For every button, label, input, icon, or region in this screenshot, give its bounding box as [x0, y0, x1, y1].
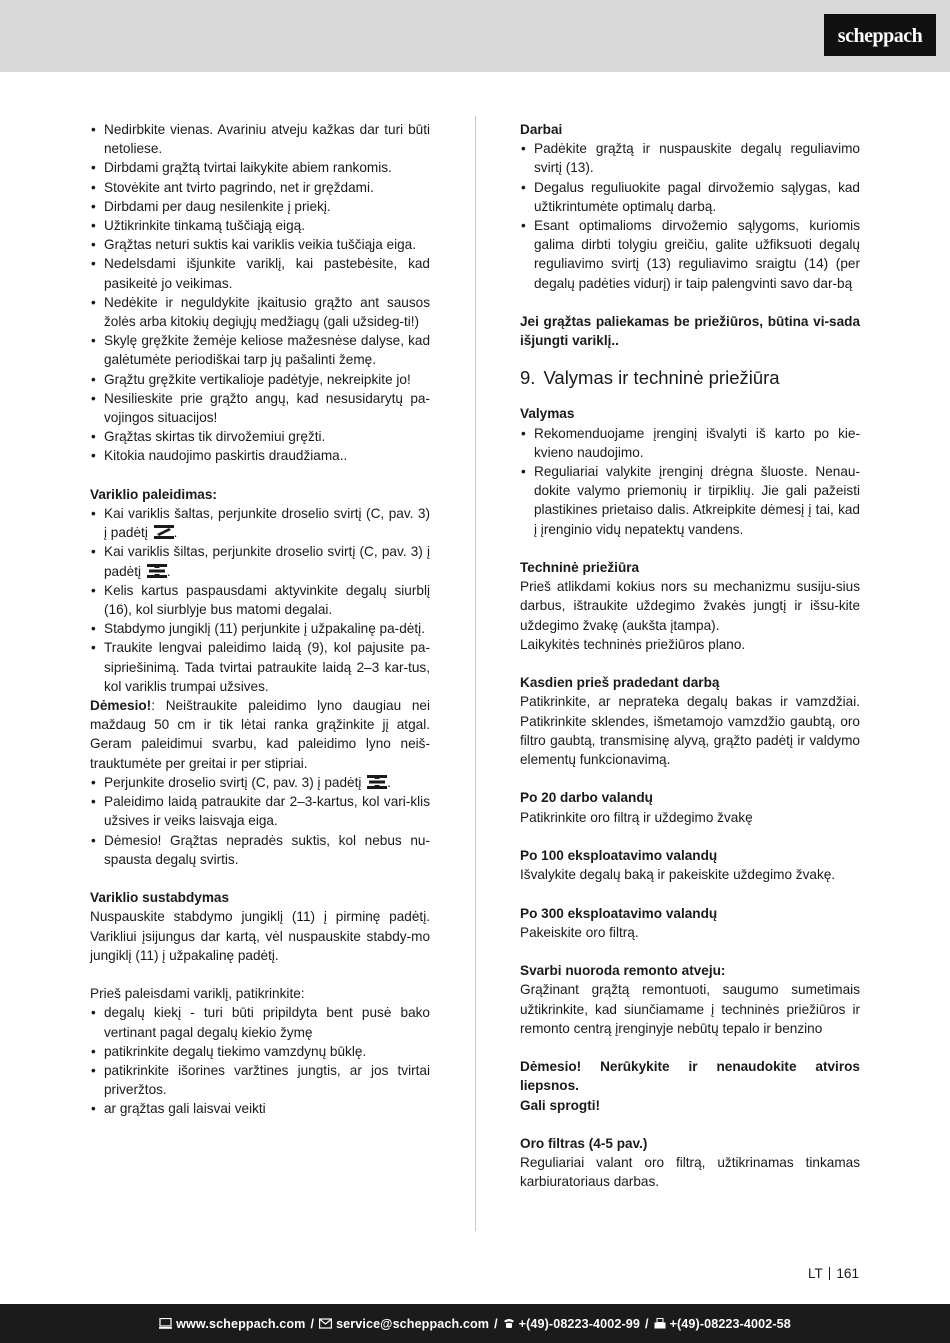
- cleaning-list: [520, 424, 860, 539]
- work-heading: Darbai: [520, 122, 563, 137]
- list-item: • Stovėkite ant tvirto pagrindo, net ir gręždami.: [90, 178, 430, 197]
- list-item: • Reguliariai valykite įrenginį drėgna šluoste. Nenau-dokite valymo priemonių ir tirpiklių. Jie gali pažeisti plastikines prietaiso dalis. Atkreipkite dėmesį į tai, kad į įrenginio vidų nepatektų vandens.: [520, 462, 860, 539]
- footer-website[interactable]: www.scheppach.com: [176, 1316, 306, 1331]
- list-item: • Dirbdami grąžtą tvirtai laikykite abiem rankomis.: [90, 158, 430, 177]
- h20-text: Patikrinkite oro filtrą ir uždegimo žvakę: [520, 809, 753, 825]
- safety-list: [90, 120, 430, 466]
- list-item: • Grąžtas neturi suktis kai variklis veikia tuščiąja eiga.: [90, 235, 430, 254]
- left-column: [90, 120, 430, 1119]
- brand-logo: [824, 14, 936, 56]
- list-item: • Paleidimo laidą patraukite dar 2–3-kartus, kol vari-klis užsives ir veiks laisvąja eiga.: [90, 792, 430, 830]
- choke-open-icon: [367, 775, 387, 789]
- phone-icon: [503, 1318, 515, 1329]
- list-item: • Kelis kartus paspausdami aktyvinkite degalų siurblį (16), kol siurblyje bus matomi degalai.: [90, 581, 430, 619]
- list-item: • Dirbdami per daug nesilenkite į priekį.: [90, 197, 430, 216]
- mail-icon: [319, 1318, 332, 1329]
- start-heading: Variklio paleidimas:: [90, 486, 217, 502]
- work-list: [520, 139, 860, 293]
- footer-phone[interactable]: +(49)-08223-4002-99: [518, 1316, 640, 1331]
- footer-email[interactable]: service@scheppach.com: [336, 1316, 490, 1331]
- list-item: • Grąžtas skirtas tik dirvožemiui gręžti.: [90, 427, 430, 446]
- daily-heading: Kasdien prieš pradedant darbą: [520, 675, 720, 691]
- header-band: [0, 0, 950, 72]
- explosion-warning: Gali sprogti!: [520, 1097, 601, 1113]
- list-item: • patikrinkite degalų tiekimo vamzdynų būklę.: [90, 1042, 430, 1061]
- cleaning-heading: Valymas: [520, 406, 575, 422]
- list-item: • degalų kiekį - turi būti pripildyta bent pusė bako vertinant pagal degalų kiekio žymę: [90, 1003, 430, 1041]
- stop-heading: Variklio sustabdymas: [90, 890, 230, 906]
- fire-warning: Dėmesio! Nerūkykite ir nenaudokite atviros liepsnos.: [520, 1059, 860, 1094]
- page-lang: LT: [808, 1266, 823, 1281]
- list-item: • Rekomenduojame įrenginį išvalyti iš karto po kie-kvieno naudojimo.: [520, 424, 860, 462]
- fax-icon: [654, 1318, 666, 1329]
- work-warning: Jei grąžtas paliekamas be priežiūros, būtina vi-sada išjungti variklį..: [520, 314, 860, 349]
- stop-text: Nuspauskite stabdymo jungiklį (11) į pirminę padėtį. Varikliui įsijungus dar kartą, vėl nuspauskite stabdy-mo jungiklį (11) į užpakalinę padėtį.: [90, 909, 430, 963]
- start-list-2: [90, 773, 430, 869]
- h100-heading: Po 100 eksploatavimo valandų: [520, 848, 718, 864]
- choke-closed-icon: [154, 525, 174, 539]
- page-number-value: 161: [836, 1266, 860, 1281]
- h300-heading: Po 300 eksploatavimo valandų: [520, 905, 718, 921]
- choke-open-icon: [147, 564, 167, 578]
- list-item: • Esant optimalioms dirvožemio sąlygoms, kuriomis galima dirbti tolygiu greičiu, galite užfiksuoti degalų reguliavimo svirtį (13) reguliavimo sraigtu (14) (per degalų padėties vidurį) ir taip palengvinti savo dar-bą: [520, 216, 860, 293]
- list-item: • Degalus reguliuokite pagal dirvožemio sąlygas, kad užtikrintumėte optimalų darbą.: [520, 178, 860, 216]
- maintenance-text: Prieš atlikdami kokius nors su mechanizmu susiju-sius darbus, ištraukite uždegimo žvakės jungtį ir išsu-kite uždegimo žvakę (aukšta įtampa).: [520, 579, 860, 633]
- start-list: [90, 504, 430, 696]
- list-item: • Nedirbkite vienas. Avariniu atveju kažkas dar turi būti netoliese.: [90, 120, 430, 158]
- list-item: • Kai variklis šiltas, perjunkite droselio svirtį (C, pav. 3) į padėtį .: [90, 542, 430, 580]
- footer-bar: www.scheppach.com / service@scheppach.com / +(49)-08223-4002-99 / +(49)-08223-4002-58: [0, 1304, 950, 1343]
- attention-paragraph: Dėmesio!: Neištraukite paleidimo lyno daugiau nei maždaug 50 cm ir tik lėtai ranka grąžinkite jį atgal. Geram paleidimui svarbu, kad paleidimo lyno neiš-trauktumėte per greitai ir per stipriai.: [90, 698, 430, 771]
- repair-heading: Svarbi nuoroda remonto atveju:: [520, 963, 726, 979]
- maintenance-heading: Techninė priežiūra: [520, 560, 640, 576]
- h20-heading: Po 20 darbo valandų: [520, 790, 653, 806]
- list-item: • Skylę gręžkite žemėje keliose mažesnėse dalyse, kad galėtumėte periodiškai tarp jų pašalinti žemę.: [90, 331, 430, 369]
- right-column: [520, 120, 860, 1192]
- list-item: • Padėkite grąžtą ir nuspauskite degalų reguliavimo svirtį (13).: [520, 139, 860, 177]
- air-filter-heading: Oro filtras (4-5 pav.): [520, 1136, 648, 1152]
- list-item: • Stabdymo jungiklį (11) perjunkite į užpakalinę pa-dėtį.: [90, 619, 430, 638]
- h100-text: Išvalykite degalų baką ir pakeiskite uždegimo žvakę.: [520, 867, 836, 883]
- list-item: • Dėmesio! Grąžtas nepradės suktis, kol nebus nu-spausta degalų svirtis.: [90, 831, 430, 869]
- brand-logo-mark: [824, 14, 936, 56]
- list-item: • Perjunkite droselio svirtį (C, pav. 3) į padėtį .: [90, 773, 430, 792]
- svg-text:scheppach: scheppach: [837, 25, 923, 47]
- list-item: • Kai variklis šaltas, perjunkite droselio svirtį (C, pav. 3) į padėtį .: [90, 504, 430, 542]
- air-filter-text: Reguliariai valant oro filtrą, užtikrinamas tinkamas karbiuratoriaus darbas.: [520, 1155, 860, 1190]
- list-item: • Nesilieskite prie grąžto angų, kad nesusidarytų pa-vojingos situacijos!: [90, 389, 430, 427]
- list-item: • Grąžtu gręžkite vertikalioje padėtyje, nekreipkite jo!: [90, 370, 430, 389]
- section-title: 9. Valymas ir techninė priežiūra: [520, 367, 780, 389]
- check-list: [90, 1003, 430, 1118]
- list-item: • Kitokia naudojimo paskirtis draudžiama..: [90, 446, 430, 465]
- h300-text: Pakeiskite oro filtrą.: [520, 924, 639, 940]
- check-intro: Prieš paleisdami variklį, patikrinkite:: [90, 986, 305, 1002]
- maintenance-text-2: Laikykitės techninės priežiūros plano.: [520, 636, 746, 652]
- list-item: • Nedelsdami išjunkite variklį, kai pastebėsite, kad pasikeitė jo veikimas.: [90, 254, 430, 292]
- daily-text: Patikrinkite, ar neprateka degalų bakas ir vamzdžiai. Patikrinkite sklendes, išmetamojo vamzdžio gaubtą, oro filtro gaubtą, transmisinę alyvą, grąžto padėtį ir valdymo elementų funkcionavimą.: [520, 694, 860, 768]
- list-item: • Nedėkite ir neguldykite įkaitusio grąžto ant sausos žolės arba kitokių degiųjų medžiagų (gali užsideg-ti!): [90, 293, 430, 331]
- footer-fax[interactable]: +(49)-08223-4002-58: [669, 1316, 791, 1331]
- list-item: • Užtikrinkite tinkamą tuščiąją eigą.: [90, 216, 430, 235]
- page-number: [808, 1265, 859, 1283]
- list-item: • Traukite lengvai paleidimo laidą (9), kol pajusite pa-sipriešinimą. Tada tvirtai patraukite laidą 2–3 kar-tus, kol variklis trumpai užsives.: [90, 638, 430, 696]
- list-item: • patikrinkite išorines varžtines jungtis, ar jos tvirtai priveržtos.: [90, 1061, 430, 1099]
- repair-text: Grąžinant grąžtą remontuoti, saugumo sumetimais užtikrinkite, kad siunčiamame į techninės priežiūros ir remonto centrą įrenginyje nebūtų tepalo ir benzino: [520, 982, 860, 1036]
- column-divider: [475, 116, 476, 1231]
- computer-icon: [159, 1318, 172, 1329]
- list-item: • ar grąžtas gali laisvai veikti: [90, 1099, 430, 1118]
